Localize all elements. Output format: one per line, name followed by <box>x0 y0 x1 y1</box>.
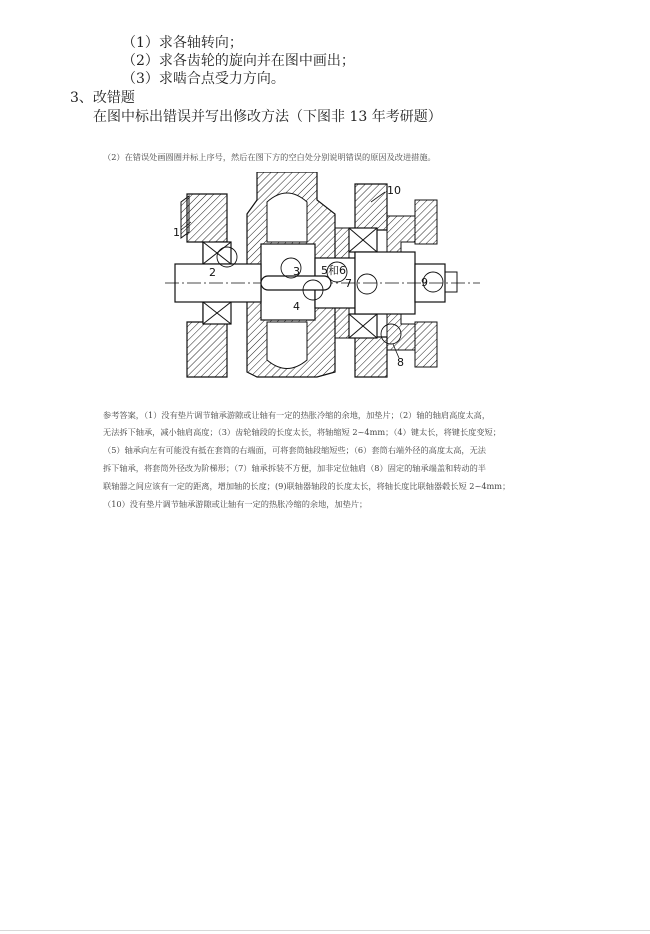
answer-line-4: 拆下轴承，将套筒外径改为阶梯形；（7）轴承拆装不方便，加非定位轴肩（8）固定的轴承端盖和转动的半 <box>103 463 486 473</box>
question-1: （1）求各轴转向； <box>122 35 243 51</box>
label-4: 4 <box>293 300 300 313</box>
label-2: 2 <box>209 266 216 279</box>
label-3: 3 <box>293 265 300 278</box>
section-title: 3、改错题 <box>70 90 135 106</box>
label-7: 7 <box>345 277 352 290</box>
shaft-assembly-drawing <box>165 172 480 387</box>
answer-line-2: 无法拆下轴承，减小轴肩高度；（3）齿轮轴段的长度太长，将轴缩短 2~4mm；（4）键太长，将键长度变短； <box>103 427 501 437</box>
label-5-and-6: 5和6 <box>321 264 346 277</box>
page-bottom-rule <box>0 930 650 931</box>
label-9: 9 <box>421 276 428 289</box>
section-instruction: 在图中标出错误并写出修改方法（下图非 13 年考研题） <box>93 109 442 125</box>
answer-line-3: （5）轴承向左有可能没有抵在套筒的右端面，可将套筒轴段缩短些；（6）套筒右端外径的高度太高，无法 <box>103 445 486 455</box>
label-1: 1 <box>173 226 180 239</box>
answer-line-5: 联轴器之间应该有一定的距离，增加轴的长度；(9)联轴器轴段的长度太长，将轴长度比联轴器毂长短 2~4mm； <box>103 481 511 491</box>
label-10: 10 <box>387 184 401 197</box>
answer-line-1: 参考答案，（1）没有垫片调节轴承游隙或让轴有一定的热胀冷缩的余地，加垫片；（2）轴的轴肩高度太高， <box>103 410 491 420</box>
question-2: （2）求各齿轮的旋向并在图中画出； <box>122 53 355 69</box>
figure-caption: （2）在错误处画圆圈并标上序号，然后在图下方的空白处分别说明错误的原因及改进措施。 <box>103 152 436 162</box>
label-8: 8 <box>397 356 404 369</box>
question-3: （3）求啮合点受力方向。 <box>122 71 285 87</box>
answer-line-6: （10）没有垫片调节轴承游隙或让轴有一定的热胀冷缩的余地，加垫片； <box>103 499 368 509</box>
